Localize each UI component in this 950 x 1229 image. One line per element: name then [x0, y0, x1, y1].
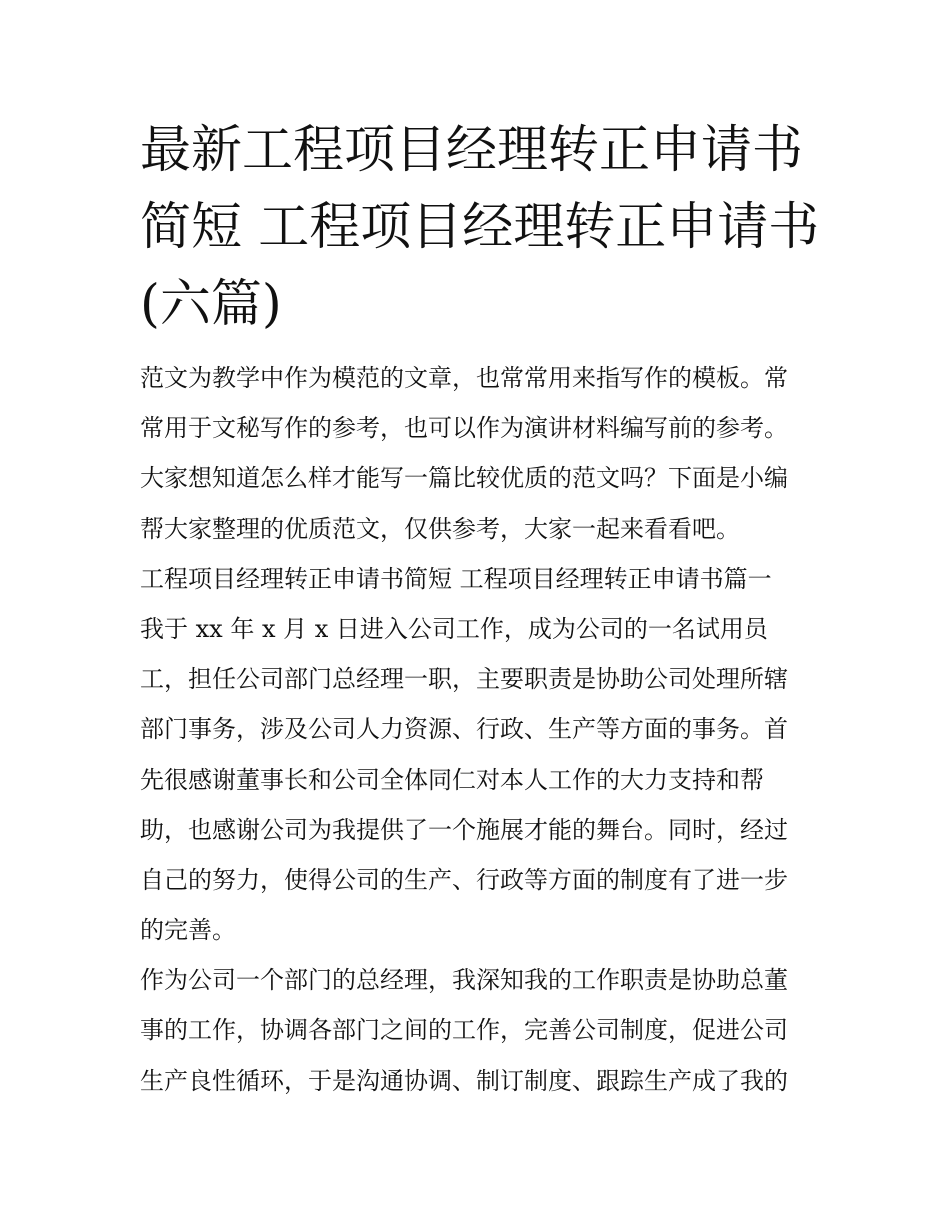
- body-line: 生产良性循环，于是沟通协调、制订制度、跟踪生产成了我的: [140, 1066, 788, 1095]
- body-line: 助，也感谢公司为我提供了一个施展才能的舞台。同时，经过: [140, 815, 788, 844]
- body-line: 帮大家整理的优质范文，仅供参考，大家一起来看看吧。: [140, 514, 740, 543]
- body-line: 自己的努力，使得公司的生产、行政等方面的制度有了进一步: [140, 865, 788, 894]
- body-line: 工，担任公司部门总经理一职，主要职责是协助公司处理所辖: [140, 665, 788, 694]
- body-line: 先很感谢董事长和公司全体同仁对本人工作的大力支持和帮: [140, 765, 764, 794]
- body-line: 范文为教学中作为模范的文章，也常常用来指写作的模板。常: [140, 364, 788, 392]
- section-heading: 工程项目经理转正申请书简短 工程项目经理转正申请书篇一: [140, 564, 772, 593]
- title-line-2: 简短 工程项目经理转正申请书: [140, 198, 820, 257]
- body-line: 常用于文秘写作的参考，也可以作为演讲材料编写前的参考。: [140, 414, 788, 443]
- title-line-3: (六篇): [140, 275, 282, 334]
- page-title: [140, 112, 830, 343]
- body-line: 我于 xx 年 x 月 x 日进入公司工作，成为公司的一名试用员: [140, 614, 768, 643]
- body-line: 作为公司一个部门的总经理，我深知我的工作职责是协助总董: [140, 966, 788, 995]
- body-line: 的完善。: [140, 916, 236, 945]
- body-line: 事的工作，协调各部门之间的工作，完善公司制度，促进公司: [140, 1016, 788, 1045]
- body-line: 大家想知道怎么样才能写一篇比较优质的范文吗？下面是小编: [140, 464, 788, 493]
- title-line-1: 最新工程项目经理转正申请书: [140, 121, 804, 180]
- document-body: [140, 353, 830, 1106]
- body-line: 部门事务，涉及公司人力资源、行政、生产等方面的事务。首: [140, 715, 788, 744]
